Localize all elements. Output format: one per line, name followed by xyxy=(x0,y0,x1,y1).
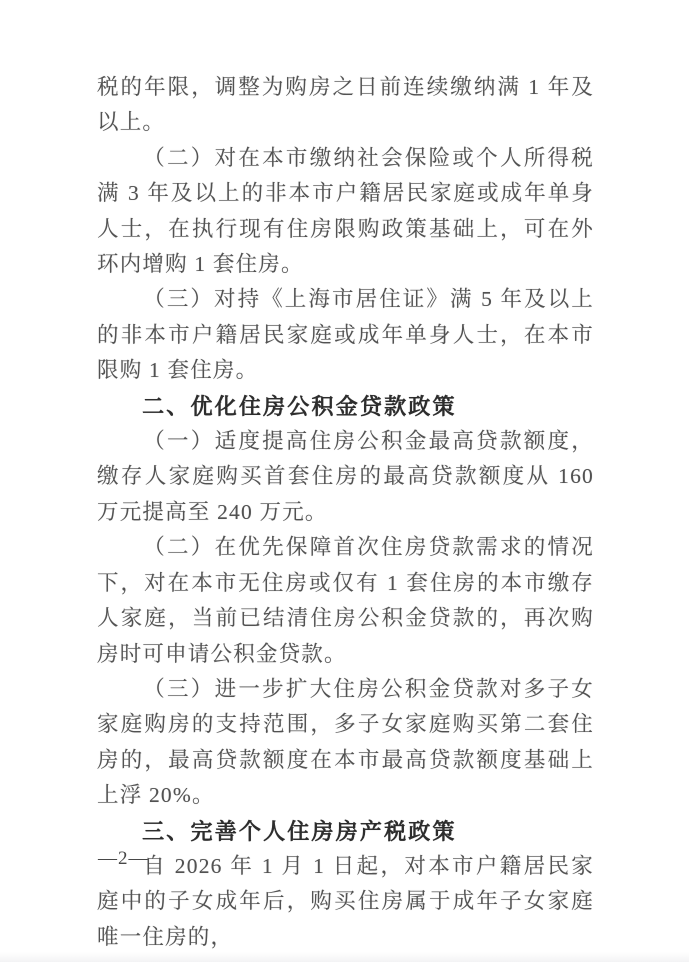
section-heading-3: 三、完善个人住房房产税政策 xyxy=(142,818,457,844)
paragraph-clause-3: （三）对持《上海市居住证》满 5 年及以上的非本市户籍居民家庭或成年单身人士，在本市限购 1 套住房。 xyxy=(97,287,594,383)
section-heading-2: 二、优化住房公积金贷款政策 xyxy=(142,393,457,419)
document-body xyxy=(97,70,594,955)
paragraph-continuation: 税的年限，调整为购房之日前连续缴纳满 1 年及以上。 xyxy=(97,75,594,135)
paragraph-clause-2-3: （三）进一步扩大住房公积金贷款对多子女家庭购房的支持范围，多子女家庭购买第二套住房的，最高贷款额度在本市最高贷款额度基础上上浮 20%。 xyxy=(97,676,594,808)
paragraph-clause-2-2: （二）在优先保障首次住房贷款需求的情况下，对在本市无住房或仅有 1 套住房的本市缴存人家庭，当前已结清住房公积金贷款的，再次购房时可申请公积金贷款。 xyxy=(97,535,594,666)
paragraph-clause-2: （二）对在本市缴纳社会保险或个人所得税满 3 年及以上的非本市户籍居民家庭或成年单身人士，在执行现有住房限购政策基础上，可在外环内增购 1 套住房。 xyxy=(97,145,594,277)
paragraph-clause-2-1: （一）适度提高住房公积金最高贷款额度，缴存人家庭购买首套住房的最高贷款额度从 160 万元提高至 240 万元。 xyxy=(97,429,594,524)
page-number: —2— xyxy=(98,848,149,869)
paragraph-section-3-intro: 自 2026 年 1 月 1 日起，对本市户籍居民家庭中的子女成年后，购买住房属于成年子女家庭唯一住房的， xyxy=(97,853,594,949)
